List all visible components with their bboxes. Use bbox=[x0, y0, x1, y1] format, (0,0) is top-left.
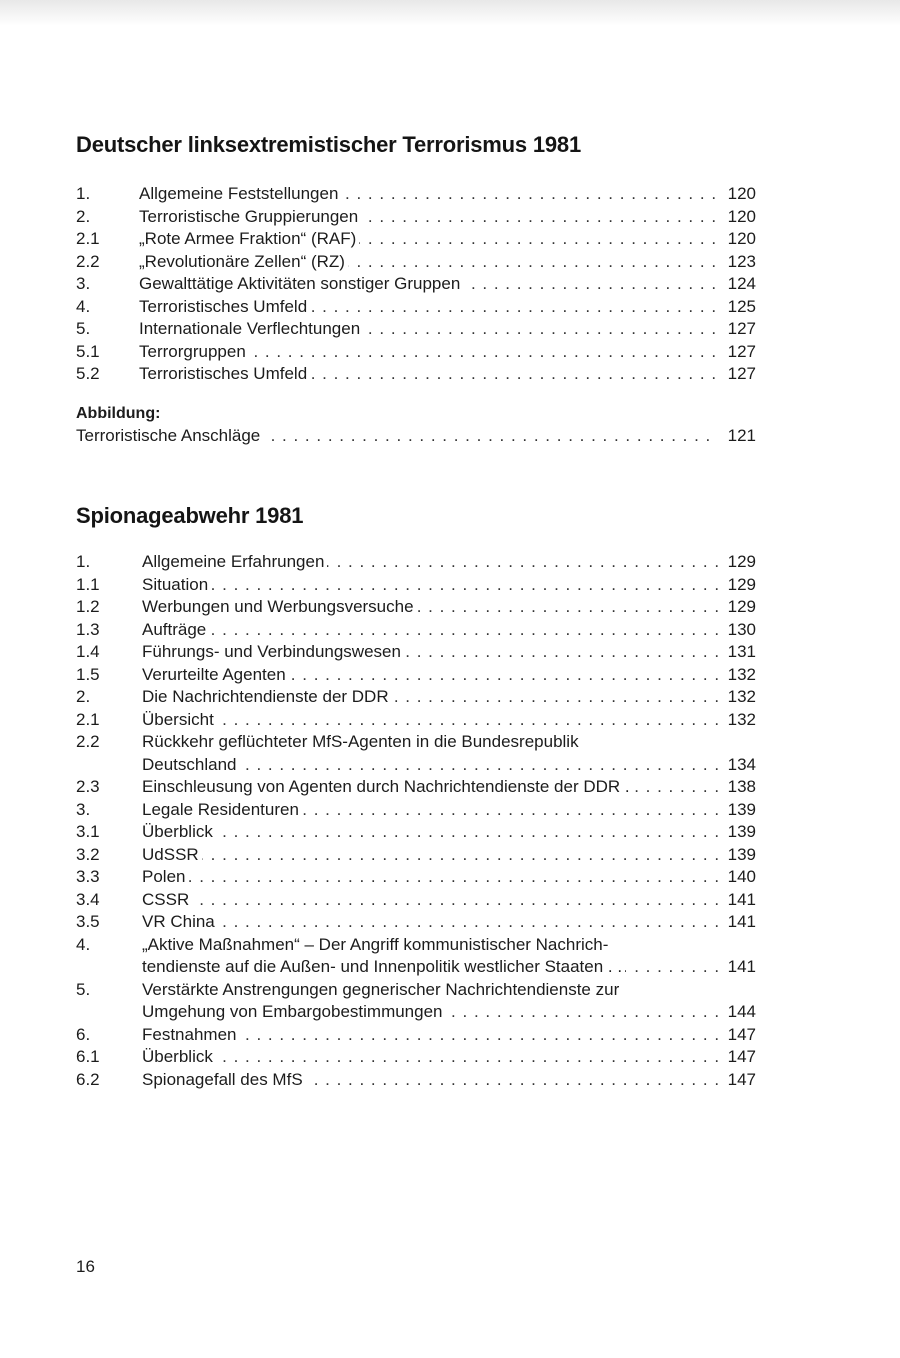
toc-entry-body bbox=[142, 619, 756, 642]
toc-entry-number: 3.5 bbox=[76, 912, 100, 931]
toc-entry-line bbox=[142, 799, 756, 822]
page-scan-edge bbox=[0, 0, 900, 26]
toc-entry-number: 2.3 bbox=[76, 777, 100, 796]
toc-entry-page: 138 bbox=[718, 776, 756, 799]
toc-entry-text: tendienste auf die Außen- und Innenpolitik westlicher Staaten . . bbox=[142, 957, 625, 976]
toc-entry-number: 1. bbox=[76, 552, 91, 571]
toc-entry-text: Legale Residenturen bbox=[142, 800, 302, 819]
toc-entry-body bbox=[142, 866, 756, 889]
toc-entry-text: Einschleusung von Agenten durch Nachrichtendienste der DDR . bbox=[142, 777, 633, 796]
toc-entry-number: 3. bbox=[76, 799, 91, 819]
toc-entry[interactable] bbox=[76, 363, 756, 386]
toc-entry[interactable] bbox=[76, 821, 756, 844]
toc-entry-body bbox=[139, 183, 756, 206]
toc-terrorismus bbox=[76, 183, 756, 386]
toc-entry-line bbox=[142, 1001, 756, 1024]
toc-entry-body bbox=[142, 641, 756, 664]
toc-entry-page: 141 bbox=[718, 956, 756, 979]
toc-entry-text: Allgemeine Erfahrungen bbox=[142, 552, 327, 571]
toc-entry-page: 120 bbox=[718, 206, 756, 229]
toc-entry-page: 120 bbox=[718, 228, 756, 251]
toc-entry[interactable] bbox=[76, 799, 756, 822]
toc-entry-number: 1.3 bbox=[76, 619, 100, 639]
toc-entry-body bbox=[142, 1024, 756, 1047]
toc-entry[interactable] bbox=[76, 1069, 756, 1092]
figure-list bbox=[76, 403, 756, 448]
toc-entry-line bbox=[142, 889, 756, 912]
toc-entry-page: 144 bbox=[718, 1001, 756, 1024]
toc-entry-number: 2.2 bbox=[76, 732, 100, 751]
toc-entry-line bbox=[139, 183, 756, 206]
toc-entry-body bbox=[142, 934, 756, 979]
toc-entry-line bbox=[139, 363, 756, 386]
toc-entry-body bbox=[139, 341, 756, 364]
toc-entry[interactable] bbox=[76, 979, 756, 1024]
toc-entry-body bbox=[142, 686, 756, 709]
toc-entry-body bbox=[142, 664, 756, 687]
toc-entry-line bbox=[139, 206, 756, 229]
toc-entry-number: 6.1 bbox=[76, 1047, 100, 1066]
toc-entry-number: 5.2 bbox=[76, 364, 100, 383]
toc-entry[interactable] bbox=[76, 574, 756, 597]
toc-entry-line bbox=[142, 911, 756, 934]
toc-entry-text: Verurteilte Agenten bbox=[142, 665, 289, 684]
toc-entry[interactable] bbox=[76, 911, 756, 934]
toc-entry-number: 3. bbox=[76, 274, 91, 293]
toc-entry-text: Umgehung von Embargobestimmungen bbox=[142, 1002, 446, 1021]
toc-entry[interactable] bbox=[76, 251, 756, 274]
toc-entry[interactable] bbox=[76, 296, 756, 319]
page-number: 16 bbox=[76, 1257, 95, 1276]
toc-entry-number: 6. bbox=[76, 1024, 91, 1044]
toc-entry-line bbox=[142, 551, 756, 574]
toc-entry-page: 129 bbox=[718, 596, 756, 619]
figure-label: Abbildung: bbox=[76, 405, 161, 422]
toc-entry[interactable] bbox=[76, 619, 756, 642]
toc-entry-text: Deutschland bbox=[142, 755, 240, 774]
toc-entry-text: CSSR bbox=[142, 890, 192, 909]
toc-entry[interactable] bbox=[76, 183, 756, 206]
toc-entry-text: Aufträge bbox=[142, 620, 209, 639]
toc-entry-line bbox=[76, 425, 756, 448]
toc-entry-page: 121 bbox=[718, 425, 756, 448]
toc-entry-page: 141 bbox=[718, 911, 756, 934]
toc-entry-page: 132 bbox=[718, 686, 756, 709]
section-title-terrorismus: Deutscher linksextremistischer Terrorismus 1981 bbox=[76, 132, 582, 157]
toc-entry-page: 127 bbox=[718, 363, 756, 386]
toc-entry-page: 130 bbox=[718, 619, 756, 642]
toc-entry-number: 3.1 bbox=[76, 822, 100, 841]
toc-spionageabwehr bbox=[76, 551, 756, 1091]
toc-entry-text: Terroristisches Umfeld bbox=[139, 297, 310, 316]
toc-entry-page: 134 bbox=[718, 754, 756, 777]
toc-entry-text: Gewalttätige Aktivitäten sonstiger Gruppen bbox=[139, 274, 463, 293]
toc-entry-body bbox=[139, 363, 756, 386]
toc-entry-line bbox=[142, 1069, 756, 1092]
toc-entry-page: 139 bbox=[718, 799, 756, 822]
toc-entry-text: Terroristische Anschläge bbox=[76, 426, 263, 445]
toc-entry[interactable] bbox=[76, 731, 756, 776]
toc-entry-page: 132 bbox=[718, 664, 756, 687]
toc-entry-body bbox=[142, 844, 756, 867]
toc-entry-page: 147 bbox=[718, 1069, 756, 1092]
toc-entry-line bbox=[142, 574, 756, 597]
section-title-spionageabwehr: Spionageabwehr 1981 bbox=[76, 503, 304, 528]
toc-entry[interactable] bbox=[76, 551, 756, 574]
toc-entry-body bbox=[142, 979, 756, 1024]
toc-entry-page: 125 bbox=[718, 296, 756, 319]
toc-entry-body bbox=[142, 1069, 756, 1092]
toc-entry-line bbox=[139, 318, 756, 341]
toc-entry-body bbox=[139, 273, 756, 296]
toc-entry[interactable] bbox=[76, 709, 756, 732]
toc-entry-page: 140 bbox=[718, 866, 756, 889]
toc-entry-page: 123 bbox=[718, 251, 756, 274]
toc-entry-line bbox=[139, 341, 756, 364]
toc-entry-page: 139 bbox=[718, 821, 756, 844]
toc-entry-page: 127 bbox=[718, 318, 756, 341]
toc-entry-number: 2.1 bbox=[76, 229, 100, 248]
toc-entry-body bbox=[142, 709, 756, 732]
toc-entry-number: 5.1 bbox=[76, 341, 100, 361]
toc-entry[interactable] bbox=[76, 318, 756, 341]
toc-entry-body bbox=[142, 731, 756, 776]
toc-entry-text: VR China bbox=[142, 912, 218, 931]
toc-entry-line bbox=[142, 821, 756, 844]
toc-entry-number: 1. bbox=[76, 184, 91, 203]
toc-entry-number: 5. bbox=[76, 979, 91, 999]
toc-entry-page: 129 bbox=[718, 574, 756, 597]
toc-entry[interactable] bbox=[76, 844, 756, 867]
toc-entry-text: Allgemeine Feststellungen bbox=[139, 184, 341, 203]
toc-entry-line bbox=[142, 1024, 756, 1047]
toc-entry-line bbox=[142, 1046, 756, 1069]
toc-entry-page: 147 bbox=[718, 1024, 756, 1047]
toc-entry-text-line1: Verstärkte Anstrengungen gegnerischer Nachrichtendienste zur bbox=[142, 979, 620, 999]
toc-entry-text-line1: „Aktive Maßnahmen“ – Der Angriff kommunistischer Nachrich- bbox=[142, 934, 609, 954]
toc-entry-text: „Rote Armee Fraktion“ (RAF) bbox=[139, 229, 359, 248]
toc-entry-body bbox=[142, 596, 756, 619]
toc-entry-text: Festnahmen bbox=[142, 1025, 240, 1044]
toc-entry-page: 127 bbox=[718, 341, 756, 364]
toc-entry-body bbox=[139, 296, 756, 319]
toc-entry-text: Polen bbox=[142, 867, 188, 886]
toc-entry[interactable] bbox=[76, 206, 756, 229]
toc-entry[interactable] bbox=[76, 228, 756, 251]
toc-entry-text: Internationale Verflechtungen bbox=[139, 319, 363, 338]
toc-entry-line bbox=[139, 273, 756, 296]
toc-entry[interactable] bbox=[76, 686, 756, 709]
toc-entry-body bbox=[139, 318, 756, 341]
toc-entry-page: 132 bbox=[718, 709, 756, 732]
toc-entry[interactable] bbox=[76, 776, 756, 799]
toc-entry-body bbox=[139, 206, 756, 229]
toc-entry-body bbox=[139, 251, 756, 274]
toc-entry-body bbox=[142, 889, 756, 912]
toc-entry-text: Terroristische Gruppierungen bbox=[139, 207, 361, 226]
toc-entry-number: 3.4 bbox=[76, 889, 100, 909]
toc-entry-line bbox=[139, 251, 756, 274]
toc-entry-text: Überblick bbox=[142, 822, 216, 841]
toc-entry[interactable] bbox=[76, 1024, 756, 1047]
toc-entry-body bbox=[142, 776, 756, 799]
toc-entry-figure[interactable] bbox=[76, 425, 756, 448]
toc-entry-line bbox=[142, 844, 756, 867]
toc-entry-line bbox=[142, 709, 756, 732]
toc-entry-number: 1.2 bbox=[76, 597, 100, 616]
toc-entry-number: 2. bbox=[76, 687, 91, 706]
toc-entry-text-line1: Rückkehr geflüchteter MfS-Agenten in die Bundesrepublik bbox=[142, 732, 579, 751]
toc-entry-number: 2.2 bbox=[76, 251, 100, 271]
toc-entry-body bbox=[142, 1046, 756, 1069]
toc-entry-line bbox=[142, 641, 756, 664]
toc-entry-line bbox=[142, 956, 756, 979]
toc-entry-number: 4. bbox=[76, 934, 91, 954]
toc-entry-page: 147 bbox=[718, 1046, 756, 1069]
toc-entry-line bbox=[142, 664, 756, 687]
toc-entry-text: Übersicht bbox=[142, 710, 217, 729]
toc-entry-line bbox=[139, 228, 756, 251]
toc-entry-number: 3.2 bbox=[76, 844, 100, 864]
toc-entry-text: Terroristisches Umfeld bbox=[139, 364, 310, 383]
toc-entry-line bbox=[142, 866, 756, 889]
toc-entry-page: 129 bbox=[718, 551, 756, 574]
toc-entry-text: Führungs- und Verbindungswesen bbox=[142, 642, 404, 661]
toc-entry[interactable] bbox=[76, 341, 756, 364]
toc-entry[interactable] bbox=[76, 866, 756, 889]
toc-entry-page: 120 bbox=[718, 183, 756, 206]
toc-entry[interactable] bbox=[76, 934, 756, 979]
toc-entry-line bbox=[142, 619, 756, 642]
toc-entry-number: 2. bbox=[76, 206, 91, 226]
toc-entry-body bbox=[142, 551, 756, 574]
toc-entry-line bbox=[142, 596, 756, 619]
toc-entry-text: Spionagefall des MfS bbox=[142, 1070, 306, 1089]
toc-entry-number: 5. bbox=[76, 319, 91, 338]
toc-entry-number: 6.2 bbox=[76, 1069, 100, 1089]
toc-entry-number: 4. bbox=[76, 296, 91, 316]
toc-entry-line bbox=[139, 296, 756, 319]
toc-entry-number: 1.1 bbox=[76, 574, 100, 594]
toc-entry[interactable] bbox=[76, 273, 756, 296]
toc-entry[interactable] bbox=[76, 1046, 756, 1069]
toc-entry-text: Werbungen und Werbungsversuche bbox=[142, 597, 417, 616]
toc-entry-text: „Revolutionäre Zellen“ (RZ) bbox=[139, 252, 348, 271]
toc-entry-number: 1.4 bbox=[76, 642, 100, 661]
toc-entry-number: 2.1 bbox=[76, 709, 100, 729]
toc-entry-number: 1.5 bbox=[76, 664, 100, 684]
toc-entry-line bbox=[142, 776, 756, 799]
toc-entry-body bbox=[142, 799, 756, 822]
toc-entry-body bbox=[139, 228, 756, 251]
toc-entry-text: Überblick bbox=[142, 1047, 216, 1066]
toc-entry-number: 3.3 bbox=[76, 867, 100, 886]
toc-entry-page: 124 bbox=[718, 273, 756, 296]
toc-entry-text: Terrorgruppen bbox=[139, 342, 249, 361]
toc-entry-text: Die Nachrichtendienste der DDR bbox=[142, 687, 392, 706]
toc-entry-body bbox=[142, 821, 756, 844]
toc-entry-page: 141 bbox=[718, 889, 756, 912]
toc-entry-page: 139 bbox=[718, 844, 756, 867]
toc-entry[interactable] bbox=[76, 596, 756, 619]
toc-entry-body bbox=[142, 574, 756, 597]
toc-entry-line bbox=[142, 686, 756, 709]
toc-entry[interactable] bbox=[76, 664, 756, 687]
toc-entry-text: UdSSR bbox=[142, 845, 202, 864]
toc-entry-page: 131 bbox=[718, 641, 756, 664]
toc-entry-text: Situation bbox=[142, 575, 211, 594]
toc-entry-line bbox=[142, 754, 756, 777]
toc-entry-body bbox=[142, 911, 756, 934]
toc-entry[interactable] bbox=[76, 889, 756, 912]
toc-entry[interactable] bbox=[76, 641, 756, 664]
